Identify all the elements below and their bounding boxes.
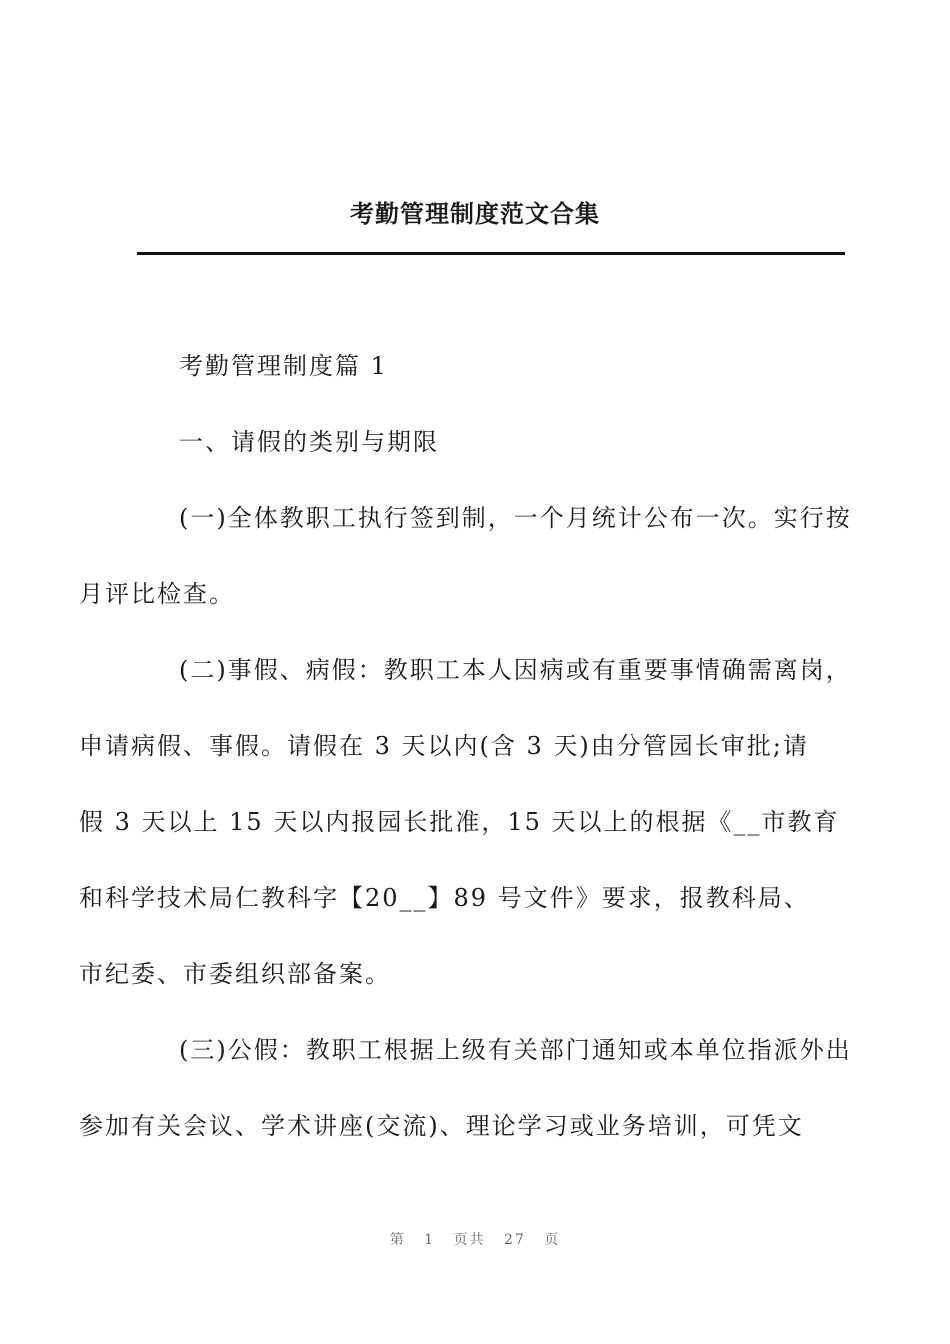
text-line: 和科学技术局仁教科字【20__】89 号文件》要求，报教科局、 — [79, 884, 810, 912]
page-number: 1 — [424, 1232, 436, 1248]
text-line: 考勤管理制度篇 1 — [179, 352, 388, 380]
text-line: (三)公假：教职工根据上级有关部门通知或本单位指派外出 — [179, 1036, 852, 1064]
text-line: (一)全体教职工执行签到制，一个月统计公布一次。实行按 — [179, 504, 852, 532]
paragraph-1 — [79, 498, 852, 614]
section-heading — [129, 346, 841, 386]
footer-middle: 页共 — [453, 1232, 486, 1248]
page-total: 27 — [504, 1232, 526, 1248]
footer-suffix: 页 — [544, 1232, 561, 1248]
text-line: 假 3 天以上 15 天以内报园长批准，15 天以上的根据《__市教育 — [79, 808, 840, 836]
text-line: (二)事假、病假：教职工本人因病或有重要事情确需离岗， — [179, 656, 852, 684]
subsection-heading — [129, 422, 841, 462]
document-title: 考勤管理制度范文合集 — [350, 199, 600, 228]
text-line: 市纪委、市委组织部备案。 — [79, 960, 391, 988]
page-footer — [0, 1229, 950, 1249]
paragraph-2 — [79, 650, 852, 994]
text-line: 月评比检查。 — [79, 580, 235, 608]
text-line: 一、请假的类别与期限 — [179, 428, 439, 456]
text-line: 参加有关会议、学术讲座(交流)、理论学习或业务培训，可凭文 — [79, 1112, 804, 1140]
text-line: 申请病假、事假。请假在 3 天以内(含 3 天)由分管园长审批;请 — [79, 732, 809, 760]
title-divider — [137, 252, 845, 255]
paragraph-3 — [79, 1030, 852, 1146]
document-body — [79, 346, 852, 1182]
footer-prefix: 第 — [389, 1232, 406, 1248]
